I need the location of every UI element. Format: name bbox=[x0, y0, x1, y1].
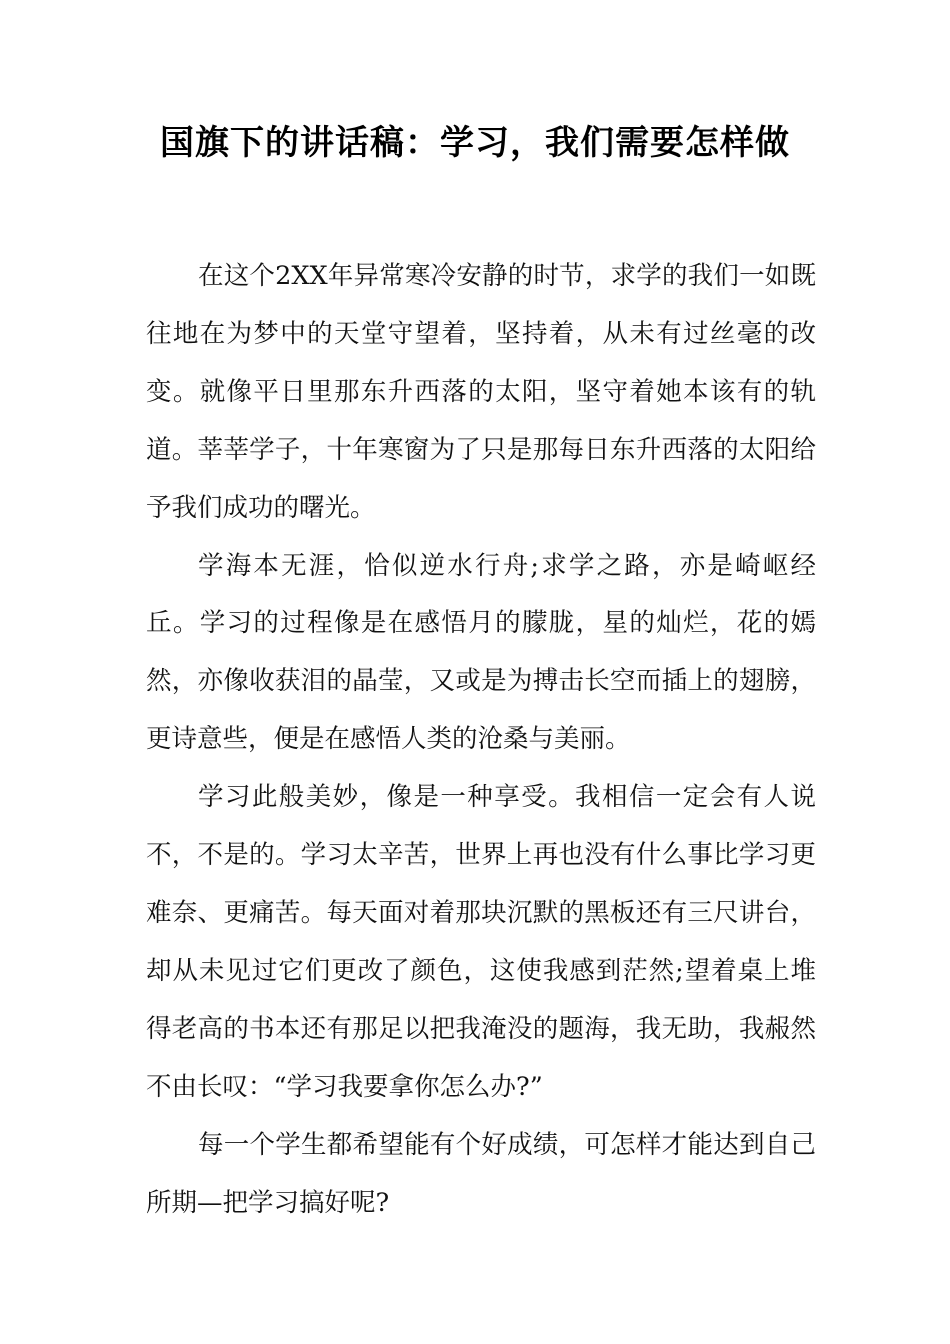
paragraph-3: 学习此般美妙，像是一种享受。我相信一定会有人说不，不是的。学习太辛苦，世界上再也没有什么事比学习更难奈、更痛苦。每天面对着那块沉默的黑板还有三尺讲台，却从未见过它们更改了颜色，这使我感到茫然;望着桌上堆得老高的书本还有那足以把我淹没的题海，我无助，我赧然不由长叹：“学习我要拿你怎么办?” bbox=[146, 782, 816, 1102]
document-body bbox=[146, 248, 816, 1232]
document-title: 国旗下的讲话稿：学习，我们需要怎样做 bbox=[160, 123, 790, 163]
paragraph-2: 学海本无涯，恰似逆水行舟;求学之路，亦是崎岖经丘。学习的过程像是在感悟月的朦胧，星的灿烂，花的嫣然，亦像收获泪的晶莹，又或是为搏击长空而插上的翅膀，更诗意些，便是在感悟人类的沧桑与美丽。 bbox=[146, 550, 816, 755]
paragraph-1: 在这个2XX年异常寒冷安静的时节，求学的我们一如既往地在为梦中的天堂守望着，坚持着，从未有过丝毫的改变。就像平日里那东升西落的太阳，坚守着她本该有的轨道。莘莘学子，十年寒窗为了只是那每日东升西落的太阳给予我们成功的曙光。 bbox=[146, 261, 816, 523]
paragraph-4: 每一个学生都希望能有个好成绩，可怎样才能达到自己所期—把学习搞好呢? bbox=[146, 1129, 816, 1218]
